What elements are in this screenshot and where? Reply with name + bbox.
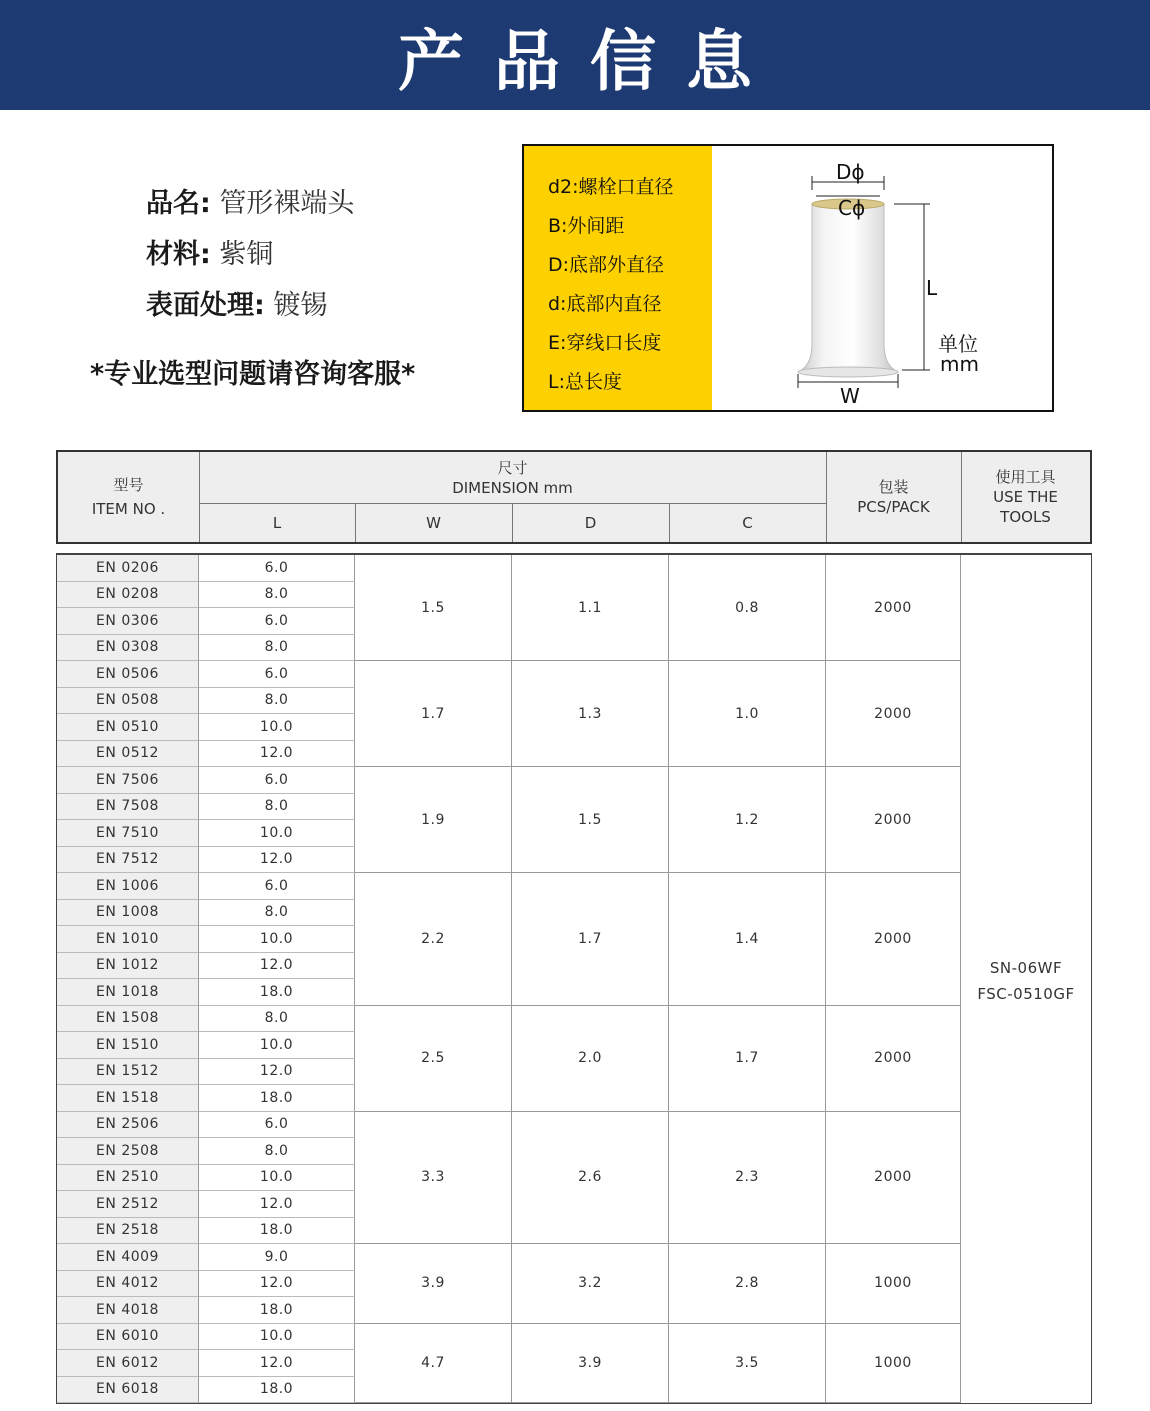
w-cell: 3.3 — [355, 1112, 512, 1245]
w-cell: 1.7 — [355, 661, 512, 767]
pack-cell: 2000 — [826, 1112, 961, 1245]
item-no-cell: EN 0208 — [57, 582, 199, 609]
d-cell: 3.2 — [512, 1244, 669, 1324]
length-cell: 6.0 — [199, 1112, 355, 1139]
header-col-l: L — [272, 513, 282, 532]
c-cell: 1.2 — [669, 767, 826, 873]
c-cell: 1.0 — [669, 661, 826, 767]
w-cell: 1.9 — [355, 767, 512, 873]
c-cell: 0.8 — [669, 555, 826, 661]
length-cell: 12.0 — [199, 1350, 355, 1377]
length-cell: 12.0 — [199, 1059, 355, 1086]
table-body — [56, 553, 1092, 1404]
w-cell: 4.7 — [355, 1324, 512, 1404]
d-cell: 2.0 — [512, 1006, 669, 1112]
item-no-cell: EN 4009 — [57, 1244, 199, 1271]
tools-cell — [961, 555, 1091, 1411]
length-cell: 12.0 — [199, 741, 355, 768]
item-no-cell: EN 2510 — [57, 1165, 199, 1192]
item-no-cell: EN 2506 — [57, 1112, 199, 1139]
header-tool-en1: USE THE — [993, 488, 1058, 506]
surface-label: 表面处理: — [146, 290, 265, 321]
surface-line — [146, 280, 354, 331]
item-no-cell: EN 1018 — [57, 979, 199, 1006]
length-cell: 6.0 — [199, 608, 355, 635]
tool-name: SN-06WF — [989, 959, 1063, 977]
material-value: 紫铜 — [219, 239, 274, 270]
d-cell: 1.1 — [512, 555, 669, 661]
item-no-cell: EN 0308 — [57, 635, 199, 662]
item-no-cell: EN 1518 — [57, 1085, 199, 1112]
header-item-cn: 型号 — [113, 476, 144, 494]
item-no-cell: EN 2508 — [57, 1138, 199, 1165]
length-cell: 6.0 — [199, 767, 355, 794]
header-pack — [826, 452, 961, 542]
c-phi-label: Cϕ — [838, 196, 866, 220]
length-cell: 18.0 — [199, 1218, 355, 1245]
d-cell: 1.3 — [512, 661, 669, 767]
legend-item: d:底部内直径 — [548, 293, 662, 315]
legend-item: L:总长度 — [548, 371, 622, 393]
product-name-value: 管形裸端头 — [219, 188, 355, 219]
length-cell: 8.0 — [199, 582, 355, 609]
length-cell: 6.0 — [199, 661, 355, 688]
c-cell: 1.7 — [669, 1006, 826, 1112]
w-label: W — [840, 384, 860, 408]
item-no-cell: EN 7508 — [57, 794, 199, 821]
item-no-cell: EN 0306 — [57, 608, 199, 635]
item-no-cell: EN 1508 — [57, 1006, 199, 1033]
title-banner — [0, 0, 1150, 110]
length-cell: 8.0 — [199, 1006, 355, 1033]
length-cell: 8.0 — [199, 1138, 355, 1165]
product-name-label: 品名: — [146, 188, 211, 219]
header-col-d: D — [584, 513, 597, 532]
length-cell: 10.0 — [199, 926, 355, 953]
item-no-cell: EN 1008 — [57, 900, 199, 927]
l-label: L — [926, 276, 938, 300]
item-no-cell: EN 1510 — [57, 1032, 199, 1059]
length-cell: 18.0 — [199, 1085, 355, 1112]
consult-notice: *专业选型问题请咨询客服* — [90, 359, 416, 390]
length-cell: 8.0 — [199, 635, 355, 662]
c-cell: 2.3 — [669, 1112, 826, 1245]
ferrule-diagram — [712, 146, 1052, 410]
material-label: 材料: — [146, 239, 211, 270]
item-no-cell: EN 7510 — [57, 820, 199, 847]
d-cell: 1.7 — [512, 873, 669, 1006]
length-cell: 10.0 — [199, 820, 355, 847]
length-cell: 9.0 — [199, 1244, 355, 1271]
spec-box — [522, 144, 1054, 412]
pack-cell: 2000 — [826, 555, 961, 661]
item-no-cell: EN 6010 — [57, 1324, 199, 1351]
dimension-legend — [524, 146, 712, 410]
header-pack-en: PCS/PACK — [857, 498, 930, 516]
d-cell: 1.5 — [512, 767, 669, 873]
w-cell: 1.5 — [355, 555, 512, 661]
header-item-no — [58, 452, 199, 542]
banner-title: 产品信息 — [398, 22, 782, 100]
item-no-cell: EN 1010 — [57, 926, 199, 953]
d-cell: 2.6 — [512, 1112, 669, 1245]
tool-name: FSC-0510GF — [977, 985, 1075, 1003]
legend-item: D:底部外直径 — [548, 254, 665, 276]
length-cell: 8.0 — [199, 794, 355, 821]
legend-item: d2:螺栓口直径 — [548, 176, 674, 198]
ferrule-drawing — [712, 146, 1052, 410]
item-no-cell: EN 4012 — [57, 1271, 199, 1298]
item-no-cell: EN 2518 — [57, 1218, 199, 1245]
header-dim-cn: 尺寸 — [497, 458, 528, 477]
pack-cell: 2000 — [826, 767, 961, 873]
header-tools — [961, 452, 1090, 542]
header-col-c: C — [742, 513, 753, 532]
pack-cell: 1000 — [826, 1244, 961, 1324]
length-cell: 18.0 — [199, 1377, 355, 1404]
d-cell: 3.9 — [512, 1324, 669, 1404]
header-item-en: ITEM NO . — [91, 500, 166, 518]
surface-value: 镀锡 — [273, 290, 328, 321]
product-info — [146, 178, 354, 331]
d-phi-label: Dϕ — [836, 160, 865, 184]
item-no-cell: EN 6012 — [57, 1350, 199, 1377]
length-cell: 10.0 — [199, 714, 355, 741]
length-cell: 8.0 — [199, 688, 355, 715]
w-cell: 2.2 — [355, 873, 512, 1006]
legend-item: E:穿线口长度 — [548, 332, 662, 354]
header-tool-en2: TOOLS — [1000, 508, 1051, 526]
item-no-cell: EN 1006 — [57, 873, 199, 900]
legend-item: B:外间距 — [548, 215, 625, 237]
c-cell: 1.4 — [669, 873, 826, 1006]
item-no-cell: EN 7506 — [57, 767, 199, 794]
item-no-cell: EN 0206 — [57, 555, 199, 582]
product-name-line — [146, 178, 354, 229]
length-cell: 18.0 — [199, 1297, 355, 1324]
item-no-cell: EN 0512 — [57, 741, 199, 768]
item-no-cell: EN 0506 — [57, 661, 199, 688]
item-no-cell: EN 2512 — [57, 1191, 199, 1218]
length-cell: 6.0 — [199, 873, 355, 900]
length-cell: 12.0 — [199, 953, 355, 980]
item-no-cell: EN 0508 — [57, 688, 199, 715]
w-cell: 3.9 — [355, 1244, 512, 1324]
c-cell: 2.8 — [669, 1244, 826, 1324]
w-cell: 2.5 — [355, 1006, 512, 1112]
length-cell: 8.0 — [199, 900, 355, 927]
table-header — [56, 450, 1092, 544]
item-no-cell: EN 6018 — [57, 1377, 199, 1404]
header-tool-cn: 使用工具 — [995, 468, 1056, 486]
length-cell: 10.0 — [199, 1324, 355, 1351]
item-no-cell: EN 4018 — [57, 1297, 199, 1324]
length-cell: 18.0 — [199, 979, 355, 1006]
length-cell: 12.0 — [199, 1191, 355, 1218]
length-cell: 10.0 — [199, 1165, 355, 1192]
header-dimension — [199, 452, 826, 503]
length-cell: 6.0 — [199, 555, 355, 582]
item-no-cell: EN 1012 — [57, 953, 199, 980]
length-cell: 12.0 — [199, 847, 355, 874]
length-cell: 12.0 — [199, 1271, 355, 1298]
pack-cell: 1000 — [826, 1324, 961, 1404]
pack-cell: 2000 — [826, 873, 961, 1006]
unit-cn-label: 单位 — [938, 332, 978, 356]
length-cell: 10.0 — [199, 1032, 355, 1059]
c-cell: 3.5 — [669, 1324, 826, 1404]
material-line — [146, 229, 354, 280]
header-dim-en: DIMENSION mm — [452, 478, 573, 497]
header-pack-cn: 包装 — [878, 478, 909, 496]
pack-cell: 2000 — [826, 1006, 961, 1112]
header-col-w: W — [426, 513, 441, 532]
pack-cell: 2000 — [826, 661, 961, 767]
item-no-cell: EN 1512 — [57, 1059, 199, 1086]
unit-en-label: mm — [940, 352, 979, 376]
item-no-cell: EN 7512 — [57, 847, 199, 874]
item-no-cell: EN 0510 — [57, 714, 199, 741]
